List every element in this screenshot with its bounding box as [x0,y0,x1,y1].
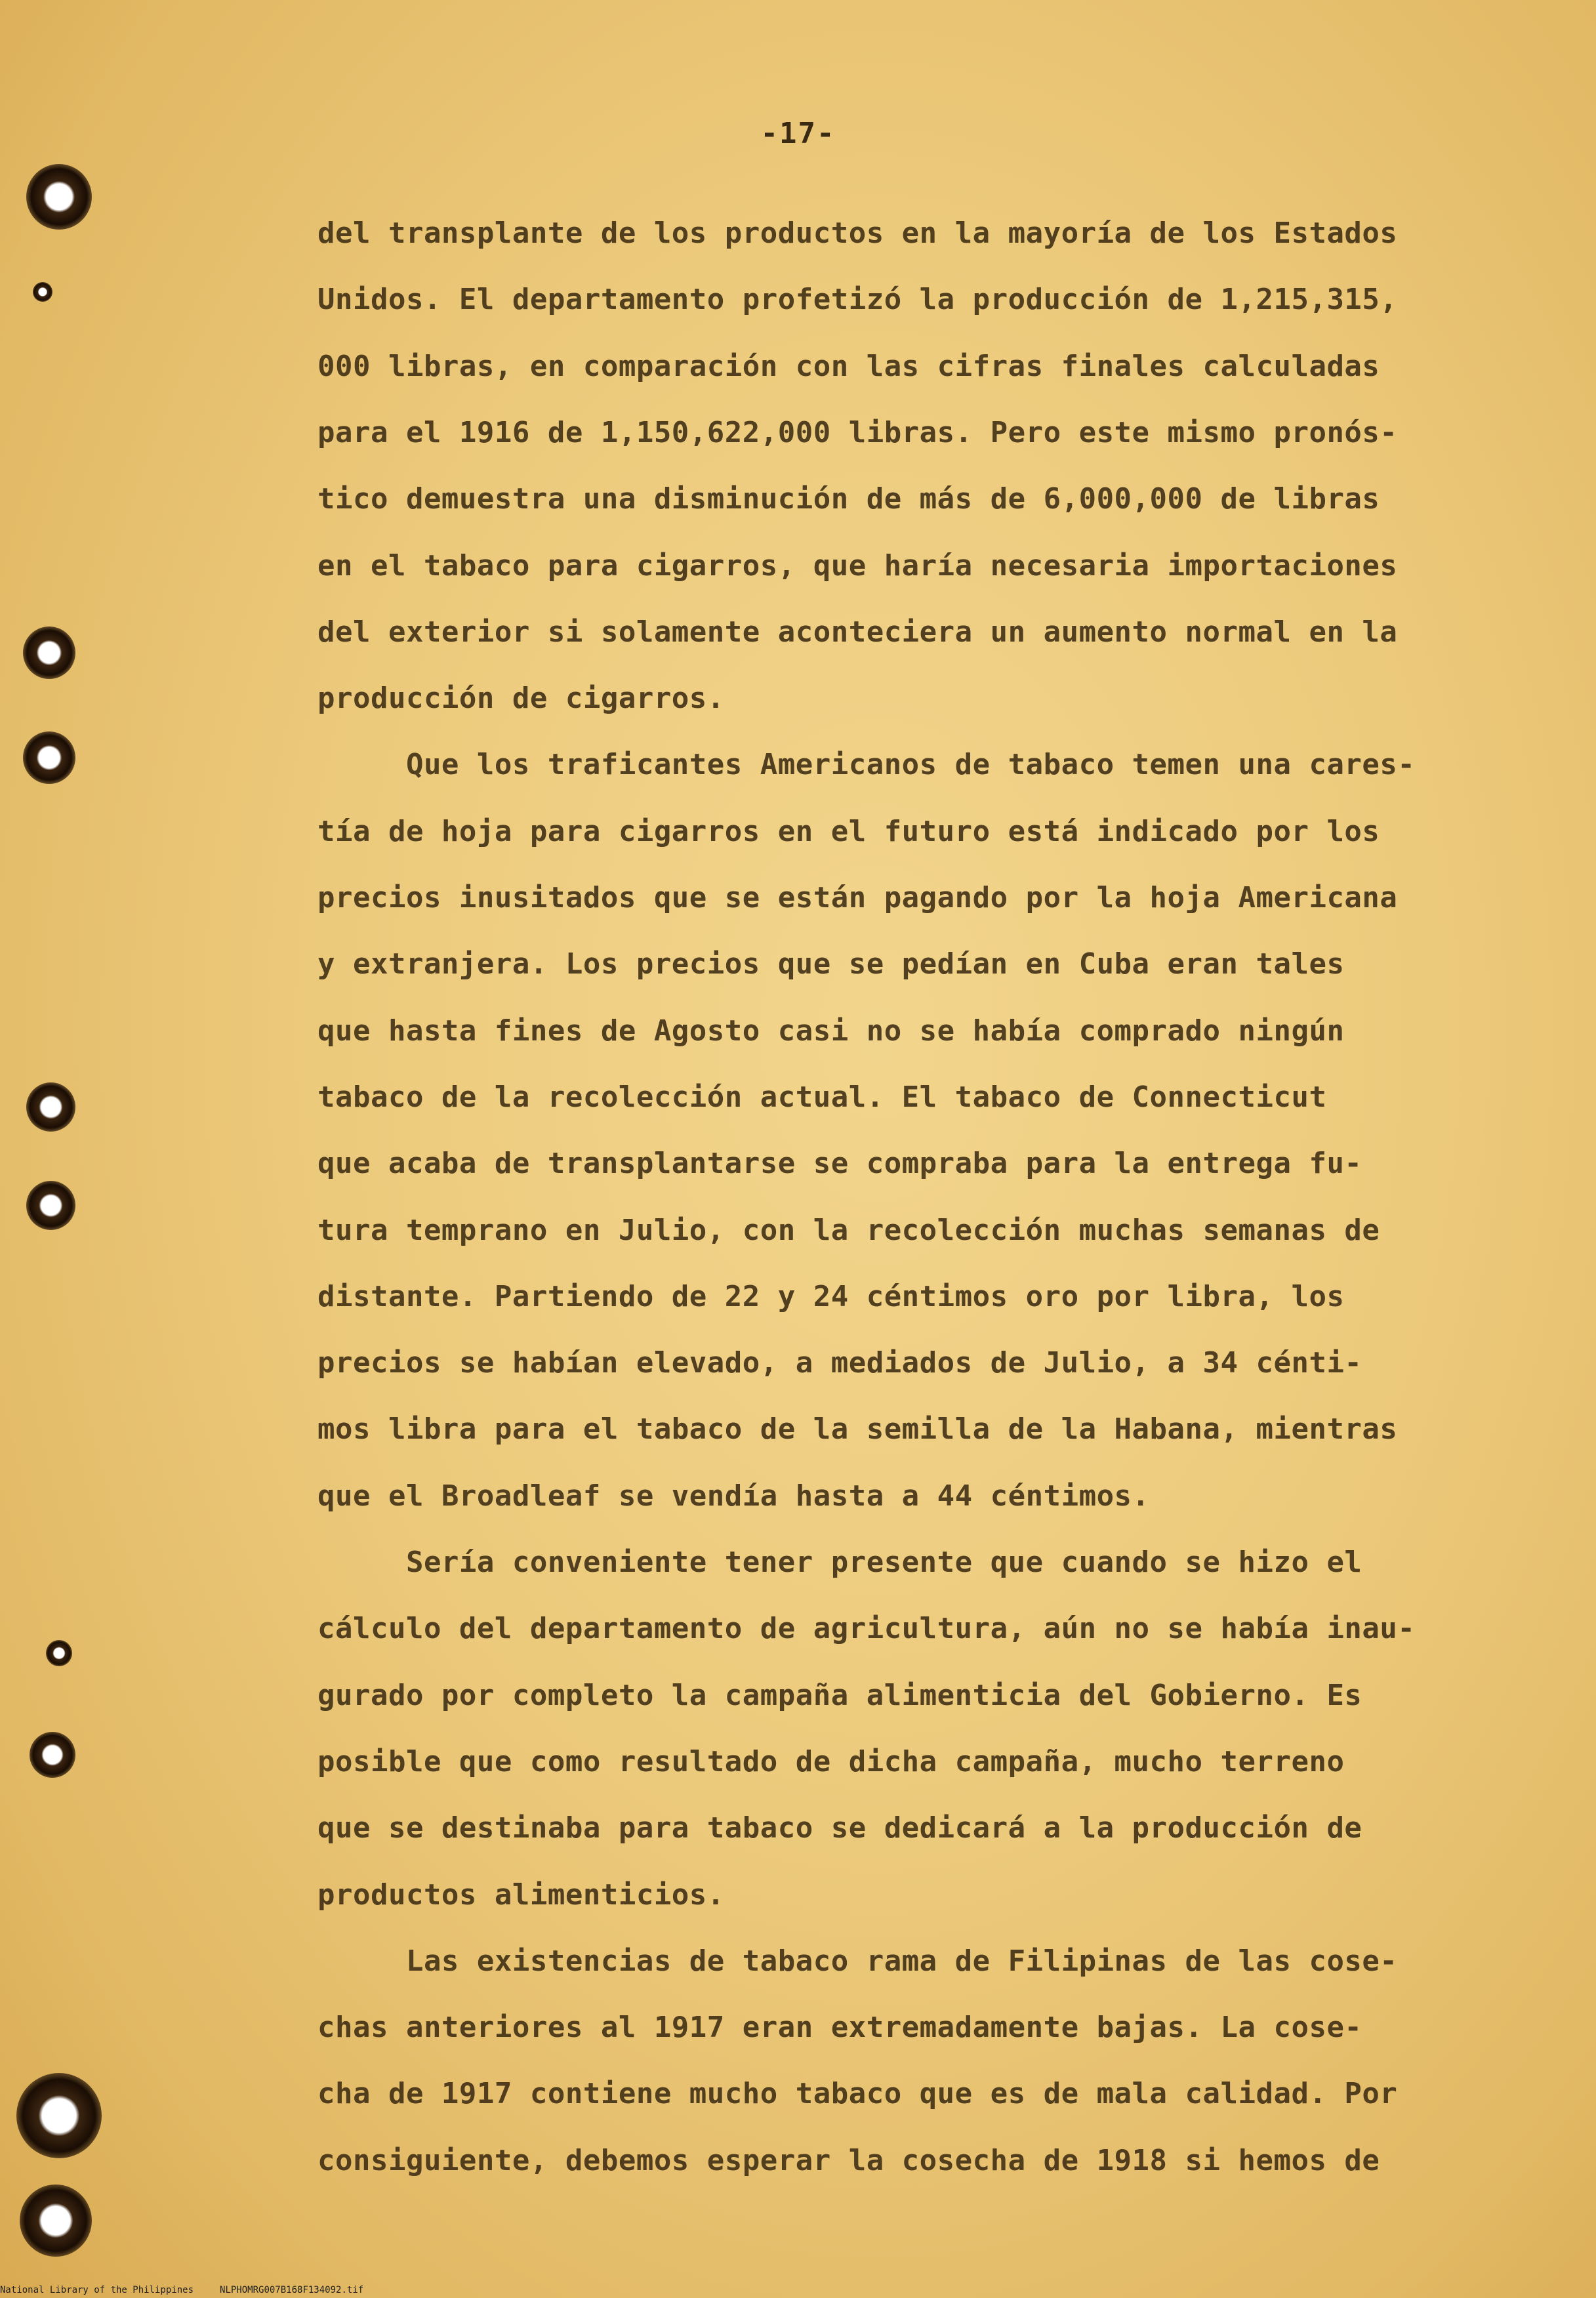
text-line: precios inusitados que se están pagando por la hoja Americana [317,881,1398,914]
punch-hole [46,1640,72,1666]
punch-hole [23,731,75,784]
text-line: que se destinaba para tabaco se dedicará a la producción de [317,1811,1362,1845]
text-line: producción de cigarros. [317,682,725,716]
text-line: cha de 1917 contiene mucho tabaco que es de mala calidad. Por [317,2077,1398,2111]
scan-footer [0,2285,390,2295]
text-line: precios se habían elevado, a mediados de Julio, a 34 cénti- [317,1346,1362,1380]
text-line: gurado por completo la campaña alimenticia del Gobierno. Es [317,1678,1362,1712]
page-number: -17- [760,117,836,150]
punch-hole [20,2185,92,2257]
text-line: tabaco de la recolección actual. El tabaco de Connecticut [317,1080,1327,1114]
text-line: Unidos. El departamento profetizó la producción de 1,215,315, [317,283,1398,317]
footer-library: National Library of the Philippines [0,2285,194,2295]
punch-hole [26,1082,75,1132]
text-line: productos alimenticios. [317,1877,725,1912]
text-line: Las existencias de tabaco rama de Filipinas de las cose- [317,1944,1398,1978]
text-line: 000 libras, en comparación con las cifras finales calculadas [317,349,1380,383]
footer-file: NLPHOMRG007B168F134092.tif [220,2285,364,2295]
text-line: que hasta fines de Agosto casi no se había comprado ningún [317,1014,1345,1048]
punch-hole [26,1181,75,1230]
punch-hole [16,2073,102,2158]
text-line: Que los traficantes Americanos de tabaco temen una cares- [317,748,1416,782]
text-line: tura temprano en Julio, con la recolección muchas semanas de [317,1213,1380,1247]
text-line: posible que como resultado de dicha campaña, mucho terreno [317,1744,1345,1778]
punch-hole [30,1732,75,1778]
text-line: mos libra para el tabaco de la semilla de la Habana, mientras [317,1412,1398,1447]
text-line: tía de hoja para cigarros en el futuro está indicado por los [317,814,1380,848]
punch-hole [33,282,52,302]
text-line: que acaba de transplantarse se compraba para la entrega fu- [317,1147,1362,1181]
text-line: para el 1916 de 1,150,622,000 libras. Pero este mismo pronós- [317,415,1398,449]
text-line: cálculo del departamento de agricultura, aún no se había inau- [317,1612,1416,1646]
punch-hole [23,626,75,679]
text-line: y extranjera. Los precios que se pedían en Cuba eran tales [317,947,1345,981]
punch-hole [26,164,92,230]
text-line: en el tabaco para cigarros, que haría necesaria importaciones [317,548,1398,583]
text-line: del transplante de los productos en la mayoría de los Estados [317,216,1398,250]
text-line: tico demuestra una disminución de más de 6,000,000 de libras [317,482,1380,516]
text-line: que el Broadleaf se vendía hasta a 44 céntimos. [317,1479,1150,1513]
text-line: Sería conveniente tener presente que cuando se hizo el [317,1546,1362,1579]
text-line: consiguiente, debemos esperar la cosecha de 1918 si hemos de [317,2143,1380,2177]
text-line: chas anteriores al 1917 eran extremadamente bajas. La cose- [317,2011,1362,2045]
text-line: distante. Partiendo de 22 y 24 céntimos oro por libra, los [317,1279,1345,1313]
text-line: del exterior si solamente aconteciera un aumento normal en la [317,615,1398,649]
